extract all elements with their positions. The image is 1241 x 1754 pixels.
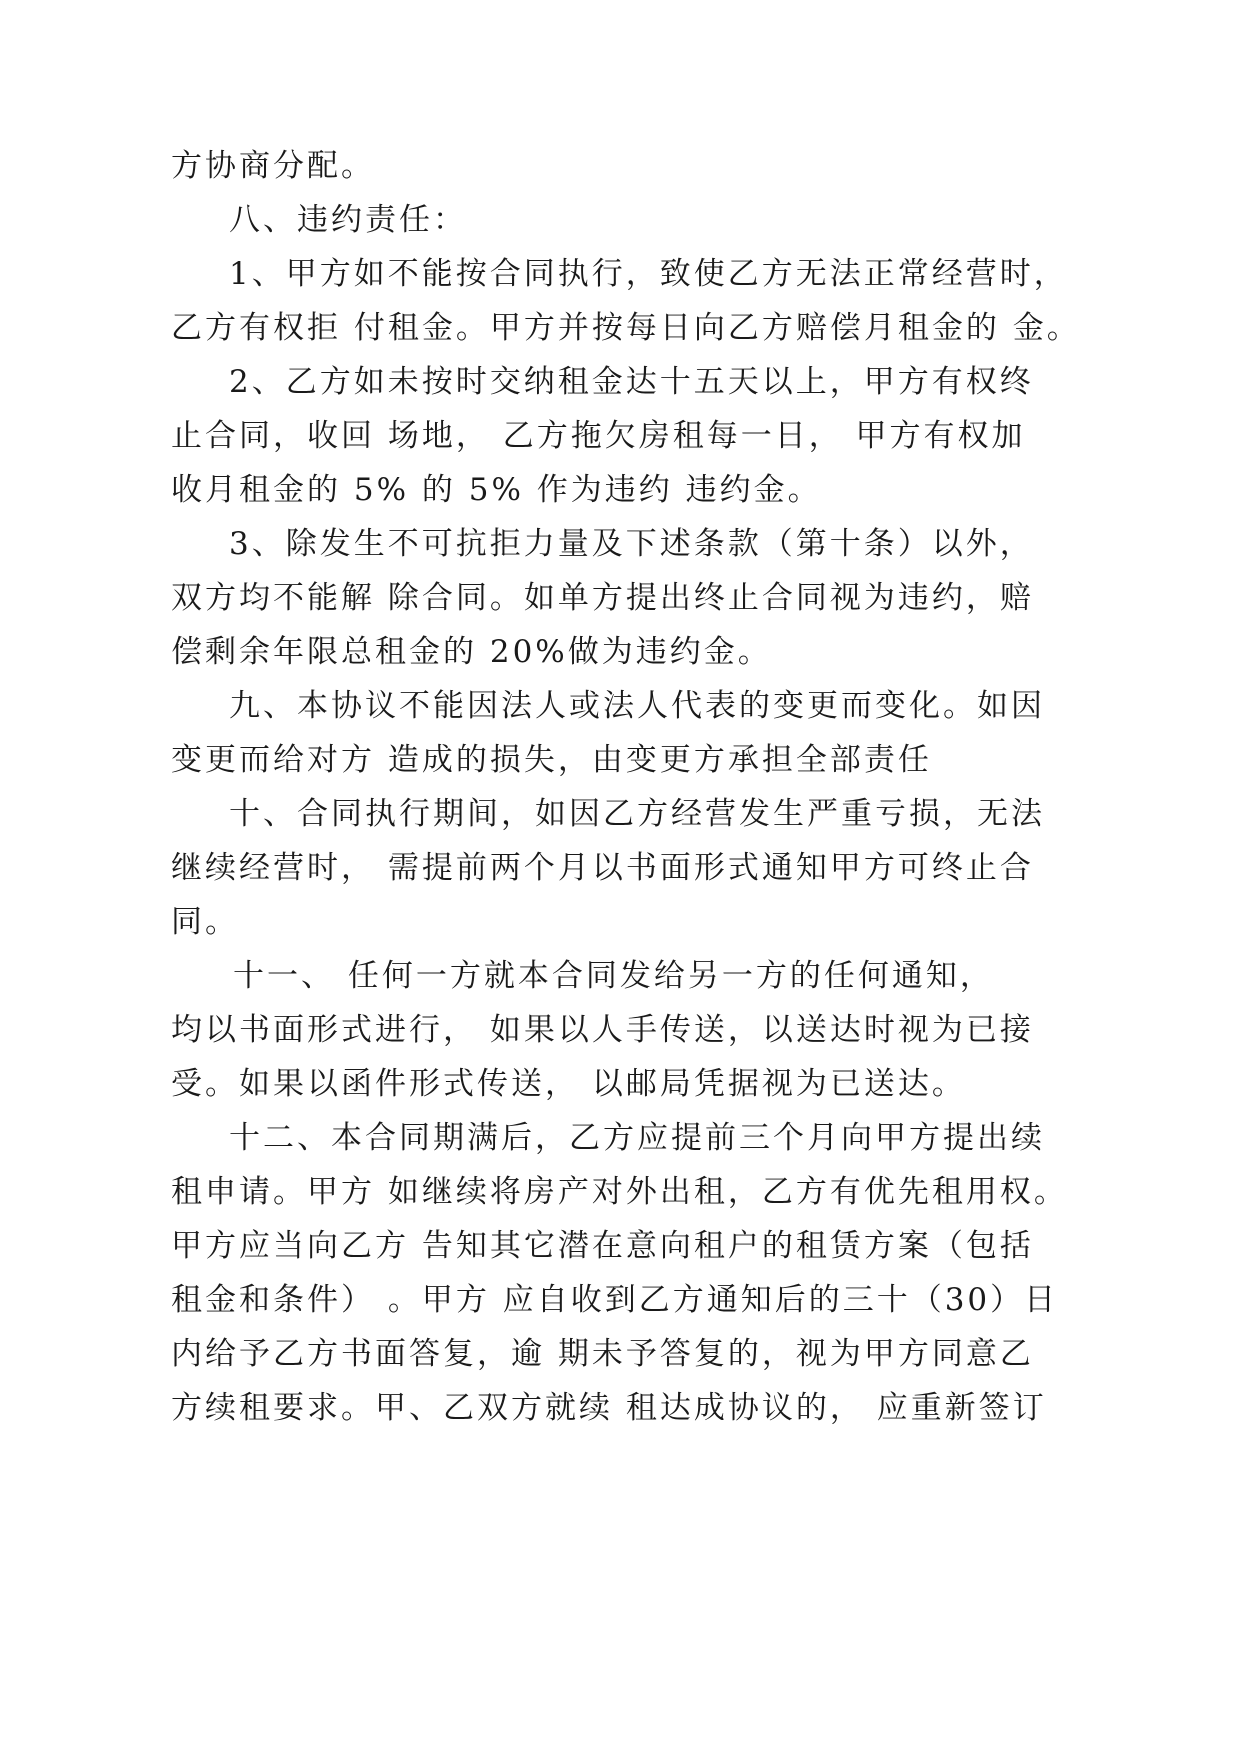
- text-line-5: 2、乙方如未按时交纳租金达十五天以上，甲方有权终: [229, 364, 1034, 400]
- text-line-24: 方续租要求。甲、乙双方就续 租达成协议的， 应重新签订: [171, 1390, 1047, 1426]
- text-line-2: 八、违约责任：: [229, 202, 467, 238]
- text-line-7: 收月租金的 5% 的 5% 作为违约 违约金。: [171, 472, 822, 508]
- text-line-20: 租申请。甲方 如继续将房产对外出租，乙方有优先租用权。: [171, 1174, 1068, 1210]
- text-line-13: 十、合同执行期间，如因乙方经营发生严重亏损，无法: [229, 796, 1045, 832]
- text-line-8: 3、除发生不可抗拒力量及下述条款（第十条）以外，: [229, 526, 1034, 562]
- text-line-14: 继续经营时， 需提前两个月以书面形式通知甲方可终止合: [171, 850, 1034, 886]
- text-line-3: 1、甲方如不能按合同执行，致使乙方无法正常经营时，: [229, 256, 1068, 292]
- text-line-19: 十二、本合同期满后，乙方应提前三个月向甲方提出续: [229, 1120, 1045, 1156]
- text-line-6: 止合同，收回 场地， 乙方拖欠房租每一日， 甲方有权加: [171, 418, 1026, 454]
- text-line-21: 甲方应当向乙方 告知其它潜在意向租户的租赁方案（包括: [171, 1228, 1034, 1264]
- text-line-17: 均以书面形式进行， 如果以人手传送，以送达时视为已接: [171, 1012, 1034, 1048]
- text-line-1: 方协商分配。: [171, 148, 375, 184]
- text-line-11: 九、本协议不能因法人或法人代表的变更而变化。如因: [229, 688, 1045, 724]
- text-line-4: 乙方有权拒 付租金。甲方并按每日向乙方赔偿月租金的 金。: [171, 310, 1081, 346]
- text-line-22: 租金和条件） 。甲方 应自收到乙方通知后的三十（30）日: [171, 1282, 1059, 1318]
- text-line-18: 受。如果以函件形式传送， 以邮局凭据视为已送达。: [171, 1066, 966, 1102]
- text-line-23: 内给予乙方书面答复，逾 期未予答复的，视为甲方同意乙: [171, 1336, 1034, 1372]
- text-line-10: 偿剩余年限总租金的 20%做为违约金。: [171, 634, 772, 670]
- text-line-9: 双方均不能解 除合同。如单方提出终止合同视为违约，赔: [171, 580, 1034, 616]
- text-line-15: 同。: [171, 904, 239, 940]
- text-line-16: 十一、 任何一方就本合同发给另一方的任何通知，: [233, 958, 994, 994]
- text-line-12: 变更而给对方 造成的损失，由变更方承担全部责任: [171, 742, 932, 778]
